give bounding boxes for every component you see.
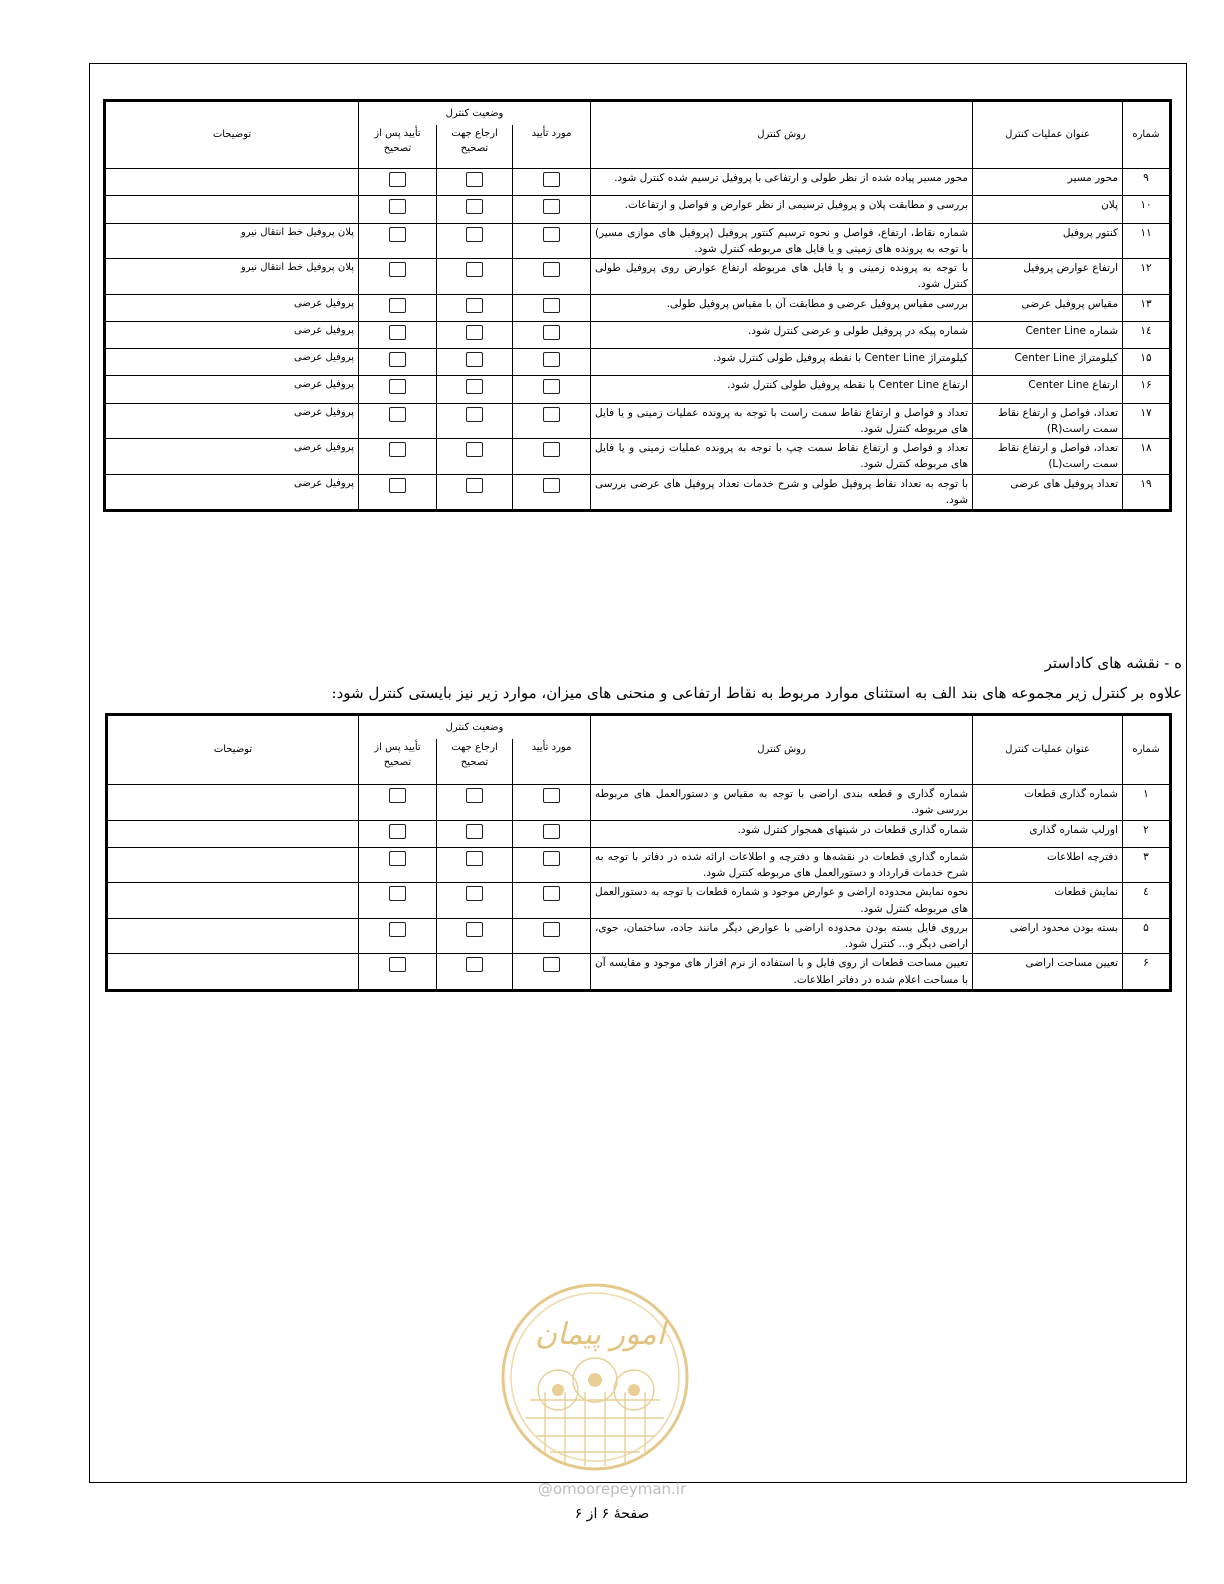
table-row [107, 847, 1171, 883]
status-approved-cell [513, 918, 591, 954]
header-status-approved: مورد تأیید [513, 739, 591, 785]
table-row [107, 820, 1171, 847]
header-status-return: ارجاع جهت تصحیح [437, 125, 513, 169]
header-status-after: تأیید پس از تصحیح [359, 125, 437, 169]
logo-text: امور پیمان [535, 1317, 665, 1352]
row-title: پلان [973, 196, 1123, 223]
status-return-checkbox[interactable] [466, 788, 483, 803]
status-return-cell [437, 439, 513, 475]
row-title: مقیاس پروفیل عرضی [973, 294, 1123, 321]
header-status-after: تأیید پس از تصحیح [359, 739, 437, 785]
row-title: تعداد پروفیل های عرضی [973, 474, 1123, 511]
status-after-checkbox[interactable] [389, 886, 406, 901]
status-approved-cell [513, 223, 591, 259]
row-method: ارتفاع Center Line با نقطه پروفیل طولی کنترل شود. [591, 376, 973, 403]
row-method: با توجه به پرونده زمینی و یا فایل های مربوطه ارتفاع عوارض روی پروفیل طولی کنترل شود. [591, 259, 973, 295]
omoor-peyman-logo [500, 1282, 690, 1472]
status-approved-cell [513, 294, 591, 321]
status-approved-cell [513, 376, 591, 403]
status-after-cell [359, 918, 437, 954]
header-notes: توضیحات [107, 715, 359, 785]
status-after-checkbox[interactable] [389, 379, 406, 394]
row-notes: پروفیل عرضی [105, 294, 359, 321]
status-return-checkbox[interactable] [466, 478, 483, 493]
header-method: روش کنترل [591, 101, 973, 169]
row-title: دفترچه اطلاعات [973, 847, 1123, 883]
header-method: روش کنترل [591, 715, 973, 785]
status-approved-checkbox[interactable] [543, 227, 560, 242]
status-after-checkbox[interactable] [389, 957, 406, 972]
row-title: نمایش قطعات [973, 883, 1123, 919]
row-method: تعداد و فواصل و ارتفاع نقاط سمت راست با توجه به پرونده عملیات زمینی و یا فایل های مربوطه کنترل شود. [591, 403, 973, 439]
row-number: ۱٤ [1123, 321, 1171, 348]
row-number: ۱۲ [1123, 259, 1171, 295]
row-method: محور مسیر پیاده شده از نظر طولی و ارتفاعی با پروفیل ترسیم شده کنترل شود. [591, 169, 973, 196]
row-notes: پلان پروفیل خط انتقال نیرو [105, 259, 359, 295]
status-approved-checkbox[interactable] [543, 298, 560, 313]
status-after-cell [359, 847, 437, 883]
header-status-approved: مورد تأیید [513, 125, 591, 169]
status-approved-checkbox[interactable] [543, 199, 560, 214]
status-return-cell [437, 785, 513, 821]
row-title: تعداد، فواصل و ارتفاع نقاط سمت راست(R) [973, 403, 1123, 439]
row-method: کیلومتراژ Center Line با نقطه پروفیل طولی کنترل شود. [591, 349, 973, 376]
row-title: کنتور پروفیل [973, 223, 1123, 259]
row-number: ۱۸ [1123, 439, 1171, 475]
row-notes: پروفیل عرضی [105, 321, 359, 348]
status-approved-checkbox[interactable] [543, 957, 560, 972]
row-notes: پروفیل عرضی [105, 349, 359, 376]
status-after-checkbox[interactable] [389, 262, 406, 277]
status-approved-checkbox[interactable] [543, 407, 560, 422]
row-notes: پروفیل عرضی [105, 403, 359, 439]
status-return-checkbox[interactable] [466, 379, 483, 394]
row-title: تعیین مساحت اراضی [973, 954, 1123, 991]
control-table-1 [103, 99, 1172, 512]
row-number: ۱۹ [1123, 474, 1171, 511]
status-return-checkbox[interactable] [466, 227, 483, 242]
table-row [105, 439, 1171, 475]
status-return-cell [437, 954, 513, 991]
status-return-cell [437, 259, 513, 295]
row-number: ۱۵ [1123, 349, 1171, 376]
row-method: بررسی و مطابقت پلان و پروفیل ترسیمی از نظر عوارض و فواصل و ارتفاعات. [591, 196, 973, 223]
status-after-cell [359, 883, 437, 919]
row-notes [105, 169, 359, 196]
table-row [105, 376, 1171, 403]
status-after-cell [359, 294, 437, 321]
status-return-cell [437, 474, 513, 511]
status-return-cell [437, 403, 513, 439]
status-approved-checkbox[interactable] [543, 262, 560, 277]
status-approved-checkbox[interactable] [543, 922, 560, 937]
status-approved-cell [513, 196, 591, 223]
status-approved-checkbox[interactable] [543, 824, 560, 839]
row-number: ۵ [1123, 918, 1171, 954]
status-return-checkbox[interactable] [466, 957, 483, 972]
status-approved-cell [513, 954, 591, 991]
status-approved-checkbox[interactable] [543, 851, 560, 866]
status-approved-cell [513, 349, 591, 376]
row-number: ۱۳ [1123, 294, 1171, 321]
status-return-cell [437, 918, 513, 954]
status-approved-cell [513, 847, 591, 883]
table-row [105, 259, 1171, 295]
table-row [105, 223, 1171, 259]
row-method: شماره گذاری قطعات در نقشه‌ها و دفترچه و اطلاعات ارائه شده در دفاتر با توجه به شرح خدمات قرارداد و دستورالعمل های مربوطه کنترل شود. [591, 847, 973, 883]
status-return-checkbox[interactable] [466, 325, 483, 340]
status-approved-cell [513, 785, 591, 821]
status-after-checkbox[interactable] [389, 172, 406, 187]
row-title: ارتفاع Center Line [973, 376, 1123, 403]
status-after-checkbox[interactable] [389, 824, 406, 839]
status-return-checkbox[interactable] [466, 922, 483, 937]
status-after-cell [359, 474, 437, 511]
row-notes [107, 883, 359, 919]
status-return-checkbox[interactable] [466, 298, 483, 313]
page-number: صفحهٔ ۶ از ۶ [574, 1506, 650, 1522]
status-return-cell [437, 847, 513, 883]
status-return-cell [437, 223, 513, 259]
row-number: ۱۱ [1123, 223, 1171, 259]
status-return-cell [437, 169, 513, 196]
status-return-checkbox[interactable] [466, 886, 483, 901]
footer-url: @omoorepeyman.ir [537, 1480, 687, 1498]
status-after-cell [359, 169, 437, 196]
status-after-cell [359, 196, 437, 223]
table-row [105, 169, 1171, 196]
row-method: شماره پیکه در پروفیل طولی و عرضی کنترل شود. [591, 321, 973, 348]
status-after-checkbox[interactable] [389, 407, 406, 422]
status-approved-cell [513, 820, 591, 847]
header-status-group: وضعیت کنترل [359, 101, 591, 125]
status-after-checkbox[interactable] [389, 851, 406, 866]
row-title: کیلومتراژ Center Line [973, 349, 1123, 376]
status-after-cell [359, 954, 437, 991]
status-return-cell [437, 376, 513, 403]
status-approved-cell [513, 439, 591, 475]
status-return-cell [437, 883, 513, 919]
header-title: عنوان عملیات کنترل [973, 101, 1123, 169]
row-notes [107, 954, 359, 991]
status-after-checkbox[interactable] [389, 298, 406, 313]
table-row [105, 321, 1171, 348]
row-method: نحوه نمایش محدوده اراضی و عوارض موجود و شماره قطعات با توجه به دستورالعمل های مربوطه کنترل شود. [591, 883, 973, 919]
status-approved-cell [513, 883, 591, 919]
row-notes: پروفیل عرضی [105, 474, 359, 511]
status-return-checkbox[interactable] [466, 199, 483, 214]
status-approved-checkbox[interactable] [543, 886, 560, 901]
row-method: شماره گذاری قطعات در شیتهای همجوار کنترل شود. [591, 820, 973, 847]
status-after-cell [359, 439, 437, 475]
status-after-cell [359, 403, 437, 439]
status-after-cell [359, 785, 437, 821]
table-row [105, 403, 1171, 439]
table-row [105, 196, 1171, 223]
table-row [107, 785, 1171, 821]
status-approved-checkbox[interactable] [543, 788, 560, 803]
status-approved-cell [513, 321, 591, 348]
status-after-checkbox[interactable] [389, 325, 406, 340]
status-approved-checkbox[interactable] [543, 442, 560, 457]
table-row [107, 954, 1171, 991]
status-approved-cell [513, 259, 591, 295]
row-notes [105, 196, 359, 223]
status-return-checkbox[interactable] [466, 407, 483, 422]
status-after-checkbox[interactable] [389, 922, 406, 937]
section-title: ه - نقشه های کاداستر [1044, 654, 1182, 672]
status-return-checkbox[interactable] [466, 172, 483, 187]
header-notes: توضیحات [105, 101, 359, 169]
status-return-cell [437, 321, 513, 348]
status-return-checkbox[interactable] [466, 352, 483, 367]
status-approved-cell [513, 169, 591, 196]
status-after-cell [359, 259, 437, 295]
row-method: با توجه به تعداد نقاط پروفیل طولی و شرح خدمات تعداد پروفیل های عرضی بررسی شود. [591, 474, 973, 511]
status-return-cell [437, 349, 513, 376]
row-notes [107, 820, 359, 847]
row-title: محور مسیر [973, 169, 1123, 196]
status-approved-checkbox[interactable] [543, 379, 560, 394]
status-approved-cell [513, 403, 591, 439]
row-number: ٤ [1123, 883, 1171, 919]
status-after-cell [359, 820, 437, 847]
header-title: عنوان عملیات کنترل [973, 715, 1123, 785]
status-return-cell [437, 294, 513, 321]
row-notes: پروفیل عرضی [105, 376, 359, 403]
row-method: برروی فایل بسته بودن محدوده اراضی با عوارض دیگر مانند جاده، ساختمان، جوی، اراضی دیگر و... کنترل شود. [591, 918, 973, 954]
status-approved-checkbox[interactable] [543, 478, 560, 493]
row-method: تعیین مساحت قطعات از روی فایل و با استفاده از نرم افزار های موجود و مقایسه آن با مساحت اعلام شده در دفاتر اطلاعات. [591, 954, 973, 991]
status-approved-checkbox[interactable] [543, 352, 560, 367]
status-return-cell [437, 820, 513, 847]
status-after-cell [359, 376, 437, 403]
table-row [105, 474, 1171, 511]
row-number: ۱۰ [1123, 196, 1171, 223]
row-number: ۶ [1123, 954, 1171, 991]
status-approved-checkbox[interactable] [543, 172, 560, 187]
row-number: ۲ [1123, 820, 1171, 847]
row-notes: پلان پروفیل خط انتقال نیرو [105, 223, 359, 259]
header-status-return: ارجاع جهت تصحیح [437, 739, 513, 785]
status-return-checkbox[interactable] [466, 442, 483, 457]
row-notes [107, 785, 359, 821]
row-number: ۱۷ [1123, 403, 1171, 439]
row-title: شماره گذاری قطعات [973, 785, 1123, 821]
status-after-checkbox[interactable] [389, 199, 406, 214]
row-title: تعداد، فواصل و ارتفاع نقاط سمت راست(L) [973, 439, 1123, 475]
row-method: شماره گذاری و قطعه بندی اراضی با توجه به مقیاس و دستورالعمل های مربوطه بررسی شود. [591, 785, 973, 821]
row-method: شماره نقاط، ارتفاع، فواصل و نحوه ترسیم کنتور پروفیل (پروفیل های موازی مسیر) با توجه به پرونده های زمینی و یا فایل های مربوطه کنترل شود. [591, 223, 973, 259]
row-title: بسته بودن محدود اراضی [973, 918, 1123, 954]
table-row [105, 294, 1171, 321]
status-after-checkbox[interactable] [389, 788, 406, 803]
section-intro: علاوه بر کنترل زیر مجموعه های بند الف به استثنای موارد مربوط به نقاط ارتفاعی و منحنی های میزان، موارد زیر نیز بایستی کنترل شود: [331, 684, 1182, 702]
row-title: ارتفاع عوارض پروفیل [973, 259, 1123, 295]
row-number: ۹ [1123, 169, 1171, 196]
row-number: ۳ [1123, 847, 1171, 883]
status-approved-checkbox[interactable] [543, 325, 560, 340]
table-row [107, 918, 1171, 954]
row-notes [107, 847, 359, 883]
status-after-cell [359, 321, 437, 348]
header-status-group: وضعیت کنترل [359, 715, 591, 739]
row-method: بررسی مقیاس پروفیل عرضی و مطابقت آن با مقیاس پروفیل طولی. [591, 294, 973, 321]
control-table-2 [105, 713, 1172, 992]
header-number: شماره [1123, 715, 1171, 785]
status-after-cell [359, 223, 437, 259]
status-return-cell [437, 196, 513, 223]
status-return-checkbox[interactable] [466, 824, 483, 839]
row-notes [107, 918, 359, 954]
status-after-checkbox[interactable] [389, 352, 406, 367]
row-title: شماره Center Line [973, 321, 1123, 348]
table-row [107, 883, 1171, 919]
status-approved-cell [513, 474, 591, 511]
row-title: اورلپ شماره گذاری [973, 820, 1123, 847]
row-method: تعداد و فواصل و ارتفاع نقاط سمت چپ با توجه به پرونده عملیات زمینی و یا فایل های مربوطه کنترل شود. [591, 439, 973, 475]
status-return-checkbox[interactable] [466, 851, 483, 866]
status-after-checkbox[interactable] [389, 478, 406, 493]
header-number: شماره [1123, 101, 1171, 169]
status-after-checkbox[interactable] [389, 442, 406, 457]
row-notes: پروفیل عرضی [105, 439, 359, 475]
status-after-cell [359, 349, 437, 376]
row-number: ۱۶ [1123, 376, 1171, 403]
status-return-checkbox[interactable] [466, 262, 483, 277]
row-number: ۱ [1123, 785, 1171, 821]
table-row [105, 349, 1171, 376]
status-after-checkbox[interactable] [389, 227, 406, 242]
